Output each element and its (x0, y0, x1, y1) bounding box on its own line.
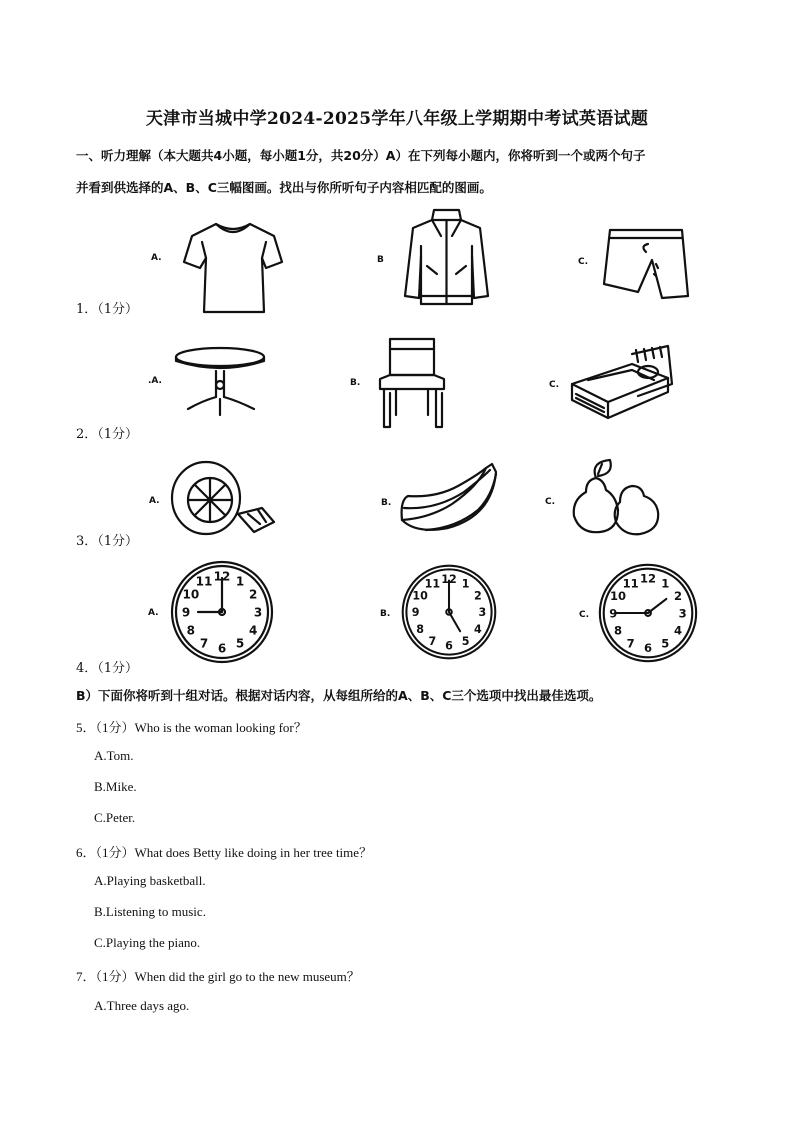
q6-option-b: B.Listening to music. (94, 904, 206, 919)
clock-numeral: 4 (673, 623, 683, 638)
q3-option-a-label: A. (149, 496, 160, 506)
clock-numeral: 10 (412, 589, 428, 603)
clock-numeral: 2 (248, 587, 258, 602)
q1-number: 1．（1分） (76, 302, 139, 317)
clock-numeral: 2 (673, 589, 683, 603)
clock-numeral: 8 (186, 623, 196, 638)
shorts-picture (596, 224, 692, 302)
q2-option-b-label: B. (350, 378, 361, 388)
table-picture (172, 345, 268, 417)
clock-numeral: 9 (411, 606, 420, 620)
q5-option-c: C.Peter. (94, 810, 136, 825)
clock-numeral: 9 (181, 605, 191, 620)
exam-title: 天津市当城中学2024-2025学年八年级上学期期中考试英语试题 (145, 109, 649, 129)
clock-numeral: 9 (609, 606, 618, 621)
chair-picture (376, 335, 448, 431)
clock-c-picture (596, 561, 700, 665)
q3-option-b-label: B. (381, 498, 392, 508)
q1-option-b-label: B (377, 255, 384, 265)
clock-numeral: 6 (217, 641, 227, 656)
clock-numeral: 12 (213, 569, 231, 584)
clock-numeral: 8 (613, 623, 623, 638)
clock-numeral: 4 (248, 623, 258, 638)
section1-instruction-line1: 一、听力理解（本大题共4小题，每小题1分，共20分）A）在下列每小题内，你将听到一个或两个句子 (76, 148, 646, 163)
q6-option-a: A.Playing basketball. (94, 873, 206, 888)
q1-option-c-label: C. (578, 257, 589, 267)
clock-numeral: 1 (661, 576, 670, 591)
q7-option-a: A.Three days ago. (94, 998, 190, 1013)
q5-question: 5．（1分）Who is the woman looking for？ (76, 720, 307, 735)
q6-question: 6．（1分）What does Betty like doing in her tree time？ (76, 845, 373, 860)
q5-option-a: A.Tom. (94, 748, 134, 763)
clock-numeral: 3 (478, 606, 487, 620)
clock-numeral: 10 (609, 589, 627, 603)
clock-numeral: 5 (661, 636, 670, 651)
q2-option-a-label: .A. (148, 376, 162, 386)
t-shirt-picture (178, 218, 288, 318)
q2-number: 2．（1分） (76, 427, 139, 442)
clock-numeral: 12 (639, 571, 657, 586)
clock-numeral: 6 (445, 639, 453, 653)
clock-numeral: 8 (416, 622, 424, 636)
pears-picture (568, 456, 664, 538)
q3-number: 3．（1分） (76, 534, 139, 549)
bananas-picture (396, 460, 500, 536)
q4-option-b-label: B. (380, 609, 391, 619)
clock-numeral: 11 (195, 574, 213, 589)
section2-instruction: B）下面你将听到十组对话。根据对话内容，从每组所给的A、B、C三个选项中找出最佳选项。 (76, 688, 602, 703)
q7-question: 7．（1分）When did the girl go to the new museum？ (76, 969, 360, 984)
q2-option-c-label: C. (549, 380, 560, 390)
clock-numeral: 3 (253, 605, 263, 620)
clock-numeral: 5 (461, 635, 470, 649)
q4-option-c-label: C. (579, 610, 590, 620)
clock-numeral: 12 (441, 572, 457, 586)
clock-numeral: 7 (428, 635, 437, 649)
clock-numeral: 5 (235, 636, 245, 651)
q4-number: 4．（1分） (76, 661, 139, 676)
clock-numeral: 3 (678, 606, 687, 621)
clock-numeral: 7 (626, 636, 635, 651)
clock-numeral: 1 (461, 577, 470, 591)
clock-numeral: 6 (643, 641, 653, 655)
clock-numeral: 11 (424, 577, 441, 591)
clock-a-picture (168, 558, 276, 666)
orange-picture (166, 458, 278, 544)
clock-b-picture (399, 562, 499, 662)
clock-numeral: 4 (474, 622, 482, 636)
q6-option-c: C.Playing the piano. (94, 935, 201, 950)
q1-option-a-label: A. (151, 253, 162, 263)
q3-option-c-label: C. (545, 497, 556, 507)
bed-picture (568, 342, 676, 426)
q5-option-b: B.Mike. (94, 779, 137, 794)
clock-numeral: 10 (182, 587, 200, 602)
section1-instruction-line2: 并看到供选择的A、B、C三幅图画。找出与你所听句子内容相匹配的图画。 (76, 180, 492, 195)
clock-numeral: 11 (622, 576, 639, 591)
jacket-picture (399, 206, 494, 308)
q4-option-a-label: A. (148, 608, 159, 618)
clock-numeral: 2 (474, 589, 482, 603)
clock-numeral: 1 (235, 574, 245, 589)
clock-numeral: 7 (199, 636, 209, 651)
